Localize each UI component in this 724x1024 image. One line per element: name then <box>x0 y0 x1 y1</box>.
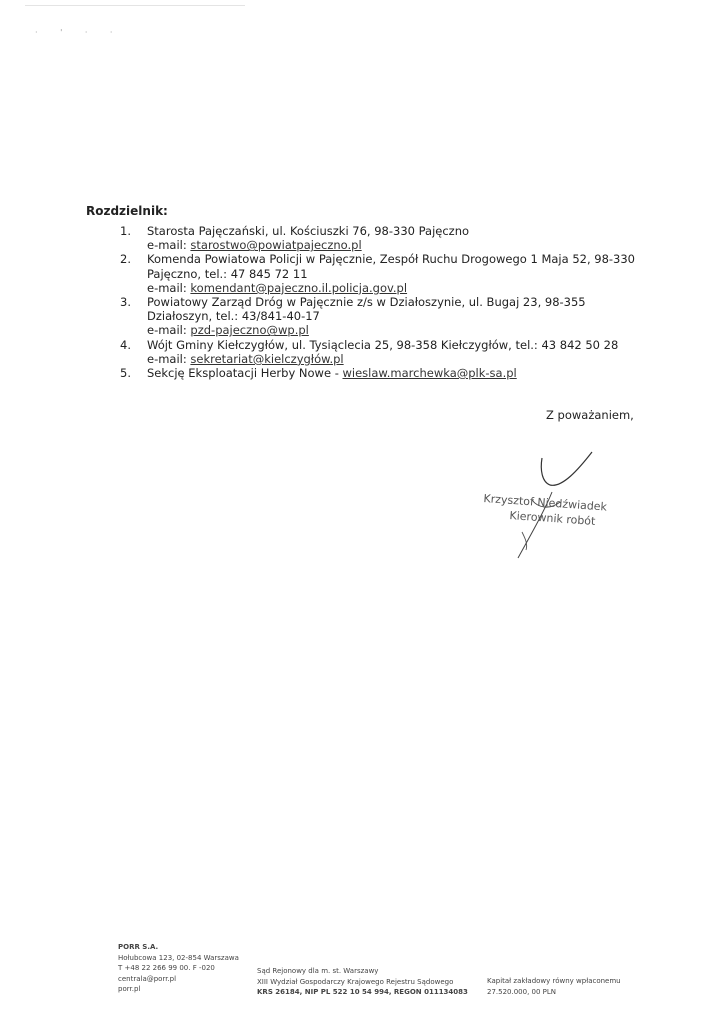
recipient-text: Pajęczno, tel.: 47 845 72 11 <box>147 266 308 281</box>
company-phone: T +48 22 266 99 00. F -020 <box>118 964 215 972</box>
signature-name-stamp: Krzysztof Niedźwiadek <box>483 492 608 514</box>
recipient-text: Powiatowy Zarząd Dróg w Pajęcznie z/s w Działoszynie, ul. Bugaj 23, 98-355 <box>147 295 586 310</box>
item-number: 2. <box>120 252 131 267</box>
distribution-heading: Rozdzielnik: <box>86 204 168 218</box>
capital-label: Kapitał zakładowy równy wpłaconemu <box>487 977 621 985</box>
company-address: Hołubcowa 123, 02-854 Warszawa <box>118 953 239 962</box>
court-division: XIII Wydział Gospodarczy Krajowego Rejestru Sądowego <box>257 977 454 986</box>
scan-artifact-specks: · ' · · <box>35 28 123 37</box>
email-link[interactable]: pzd-pajeczno@wp.pl <box>190 323 309 338</box>
item-number: 3. <box>120 295 131 310</box>
list-item <box>120 366 660 380</box>
email-prefix: e-mail: <box>147 280 191 295</box>
company-email: centrala@porr.pl <box>118 974 177 983</box>
registry-numbers: KRS 26184, NIP PL 522 10 54 994, REGON 011134083 <box>257 988 468 996</box>
list-item <box>120 224 660 252</box>
list-item <box>120 252 660 295</box>
list-item <box>120 338 660 366</box>
closing-salutation: Z poważaniem, <box>546 408 634 422</box>
distribution-list <box>120 224 660 380</box>
recipient-text: Działoszyn, tel.: 43/841-40-17 <box>147 309 320 324</box>
recipient-text: Komenda Powiatowa Policji w Pajęcznie, Zespół Ruchu Drogowego 1 Maja 52, 98-330 <box>147 252 635 267</box>
list-item <box>120 295 660 338</box>
email-link[interactable]: wieslaw.marchewka@plk-sa.pl <box>342 366 517 381</box>
email-prefix: e-mail: <box>147 351 191 366</box>
company-name: PORR S.A. <box>118 943 159 951</box>
court-name: Sąd Rejonowy dla m. st. Warszawy <box>257 967 379 975</box>
signature-title-stamp: Kierownik robót <box>509 509 596 528</box>
recipient-text: Sekcję Eksploatacji Herby Nowe - <box>147 366 343 381</box>
recipient-text: Wójt Gminy Kiełczygłów, ul. Tysiąclecia 25, 98-358 Kiełczygłów, tel.: 43 842 50 28 <box>147 337 619 352</box>
email-link[interactable]: komendant@pajeczno.il.policja.gov.pl <box>190 280 408 295</box>
item-number: 1. <box>120 224 131 238</box>
footer-registry-block <box>257 966 468 998</box>
email-link[interactable]: starostwo@powiatpajeczno.pl <box>190 238 362 253</box>
company-website: porr.pl <box>118 985 141 993</box>
recipient-text: Starosta Pajęczański, ul. Kościuszki 76, 98-330 Pajęczno <box>147 224 470 238</box>
footer-capital-block <box>487 976 621 997</box>
item-number: 5. <box>120 366 131 381</box>
email-prefix: e-mail: <box>147 238 191 253</box>
item-number: 4. <box>120 337 131 352</box>
email-link[interactable]: sekretariat@kielczygłów.pl <box>190 351 344 366</box>
scan-artifact-line <box>25 5 245 6</box>
email-prefix: e-mail: <box>147 323 191 338</box>
footer-company-block <box>118 942 239 995</box>
capital-value: 27.520.000, 00 PLN <box>487 987 557 996</box>
